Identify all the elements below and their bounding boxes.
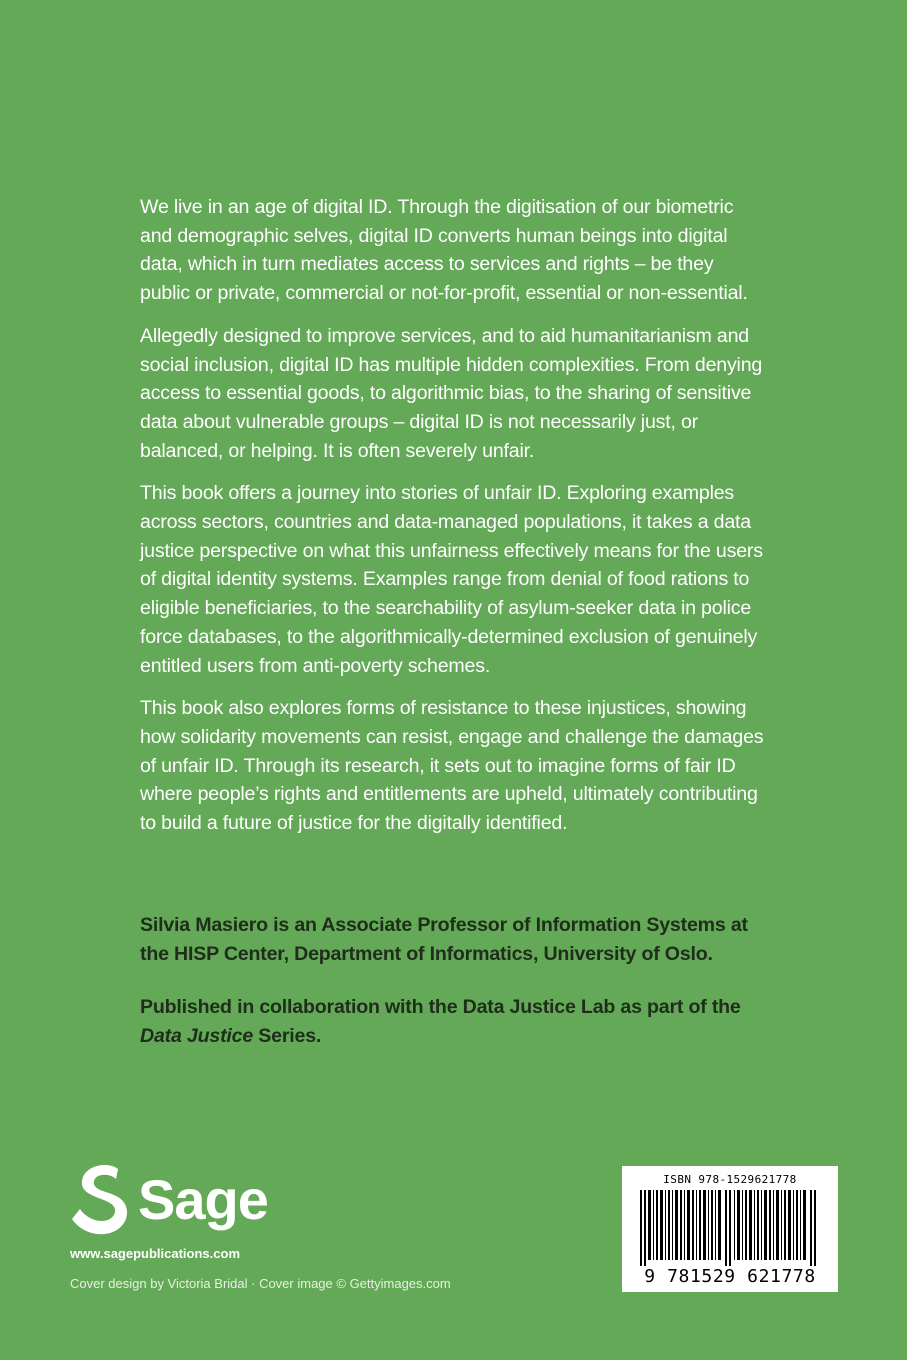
publisher-name: Sage [138,1168,268,1231]
isbn-label: ISBN 978-1529621778 [663,1173,797,1186]
publication-note-suffix: Series. [253,1024,322,1047]
publication-note [140,993,780,1050]
blurb-paragraph-1: We live in an age of digital ID. Through the digitisation of our biometric and demographic selves, digital ID converts human beings into digital data, which in turn mediates access to services and rights – be they public or private, commercial or not-for-profit, essential or non-essential. [140,196,748,305]
cover-credits: Cover design by Victoria Bridal · Cover image © Gettyimages.com [70,1276,451,1291]
barcode-bars-icon [630,1190,830,1266]
publication-note-prefix: Published in collaboration with the Data Justice Lab as part of the [140,996,741,1018]
series-name: Data Justice [140,1024,254,1047]
sage-logo-icon [70,1163,140,1238]
blurb-paragraph-2: Allegedly designed to improve services, and to aid humanitarianism and social inclusion, digital ID has multiple hidden complexities. From denying access to essential goods, to algorithmic bias, to the sharing of sensitive data about vulnerable groups – digital ID is not necessarily just, or balanced, or helping. It is often severely unfair. [140,324,763,462]
author-note: Silvia Masiero is an Associate Professor of Information Systems at the HISP Center, Department of Informatics, University of Oslo. [140,914,748,965]
publisher-url[interactable]: www.sagepublications.com [70,1246,240,1261]
blurb [140,193,768,852]
barcode [622,1166,838,1292]
blurb-paragraph-4: This book also explores forms of resistance to these injustices, showing how solidarity movements can resist, engage and challenge the damages of unfair ID. Through its research, it sets out to imagine forms of fair ID where people’s rights and entitlements are upheld, ultimately contributing to build a future of justice for the digitally identified. [140,697,764,835]
blurb-paragraph-3: This book offers a journey into stories of unfair ID. Exploring examples across sectors, countries and data-managed populations, it takes a data justice perspective on what this unfairness effectively means for the users of digital identity systems. Examples range from denial of food rations to eligible beneficiaries, to the searchability of asylum-seeker data in police force databases, to the algorithmically-determined exclusion of genuinely entitled users from anti-poverty schemes. [140,482,763,677]
isbn-number: 9 781529 621778 [644,1266,816,1287]
